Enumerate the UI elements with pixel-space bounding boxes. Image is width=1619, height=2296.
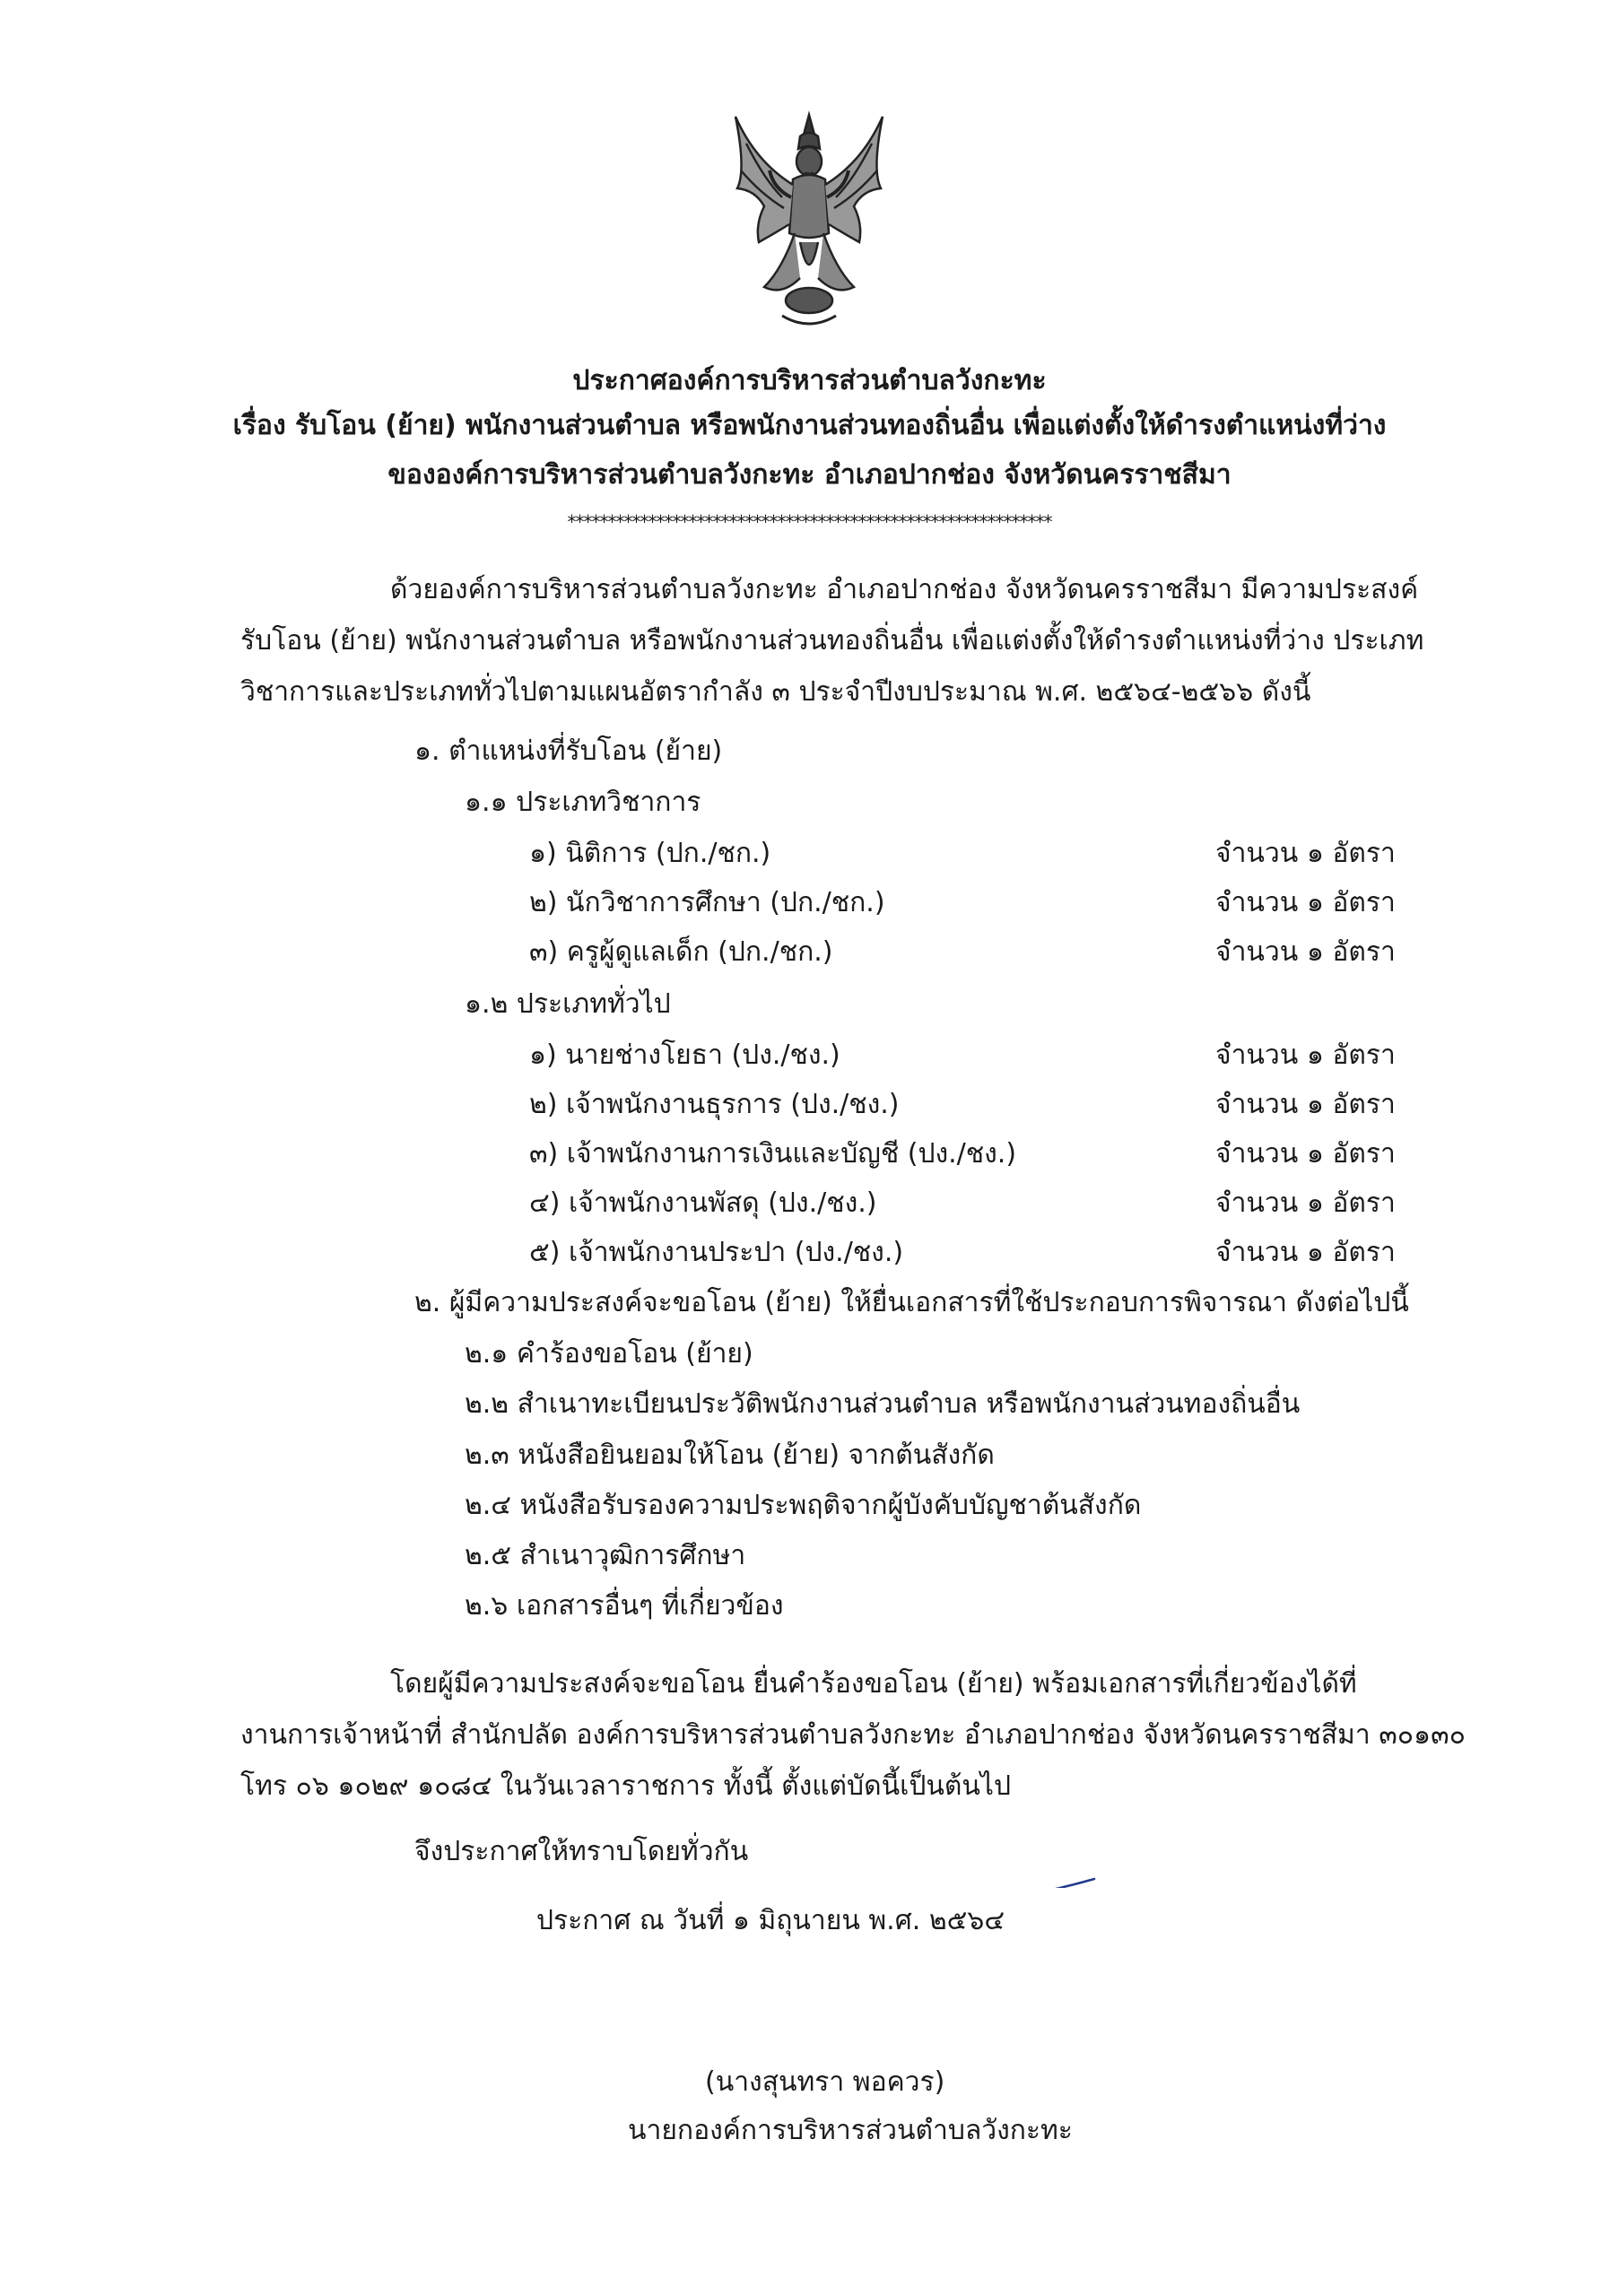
intro-line-3: วิชาการและประเภททั่วไปตามแผนอัตรากำลัง ๓ ประจำปีงบประมาณ พ.ศ. ๒๕๖๔-๒๕๖๖ ดังนี้	[240, 676, 1311, 708]
position-qty: จำนวน ๑ อัตรา	[1215, 1089, 1396, 1120]
announce-statement: จึงประกาศให้ทราบโดยทั่วกัน	[414, 1836, 749, 1867]
intro-line-2: รับโอน (ย้าย) พนักงานส่วนตำบล หรือพนักงานส่วนทองถิ่นอื่น เพื่อแต่งตั้งให้ดำรงตำแหน่งที่ว่าง ประเภท	[240, 625, 1424, 657]
document-item: ๒.๕ สำเนาวุฒิการศึกษา	[465, 1540, 746, 1571]
handwritten-signature	[700, 1691, 1112, 1888]
document-item: ๒.๑ คำร้องขอโอน (ย้าย)	[465, 1338, 753, 1370]
announcement-title: ประกาศองค์การบริหารส่วนตำบลวังกะทะ	[572, 365, 1047, 396]
section2-heading: ๒. ผู้มีความประสงค์จะขอโอน (ย้าย) ให้ยื่นเอกสารที่ใช้ประกอบการพิจารณา ดังต่อไปนี้	[414, 1287, 1409, 1318]
position-qty: จำนวน ๑ อัตรา	[1215, 1138, 1396, 1170]
section1-1-heading: ๑.๑ ประเภทวิชาการ	[465, 787, 701, 818]
position-label: ๒) นักวิชาการศึกษา (ปก./ชก.)	[529, 887, 885, 918]
signatory-position: นายกองค์การบริหารส่วนตำบลวังกะทะ	[628, 2115, 1073, 2146]
position-qty: จำนวน ๑ อัตรา	[1215, 887, 1396, 918]
document-item: ๒.๓ หนังสือยินยอมให้โอน (ย้าย) จากต้นสังกัด	[465, 1439, 995, 1471]
position-label: ๕) เจ้าพนักงานประปา (ปง./ชง.)	[529, 1237, 904, 1268]
position-label: ๓) ครูผู้ดูแลเด็ก (ปก./ชก.)	[529, 936, 833, 968]
closing-line-1: โดยผู้มีความประสงค์จะขอโอน ยื่นคำร้องขอโอน (ย้าย) พร้อมเอกสารที่เกี่ยวข้องได้ที่	[390, 1668, 1357, 1700]
position-qty: จำนวน ๑ อัตรา	[1215, 1237, 1396, 1268]
header-divider: ************************************************************	[567, 511, 1052, 533]
position-label: ๒) เจ้าพนักงานธุรการ (ปง./ชง.)	[529, 1089, 900, 1120]
position-label: ๓) เจ้าพนักงานการเงินและบัญชี (ปง./ชง.)	[529, 1138, 1017, 1170]
document-item: ๒.๒ สำเนาทะเบียนประวัติพนักงานส่วนตำบล หรือพนักงานส่วนทองถิ่นอื่น	[465, 1388, 1301, 1420]
position-label: ๑) นิติการ (ปก./ชก.)	[529, 838, 771, 869]
signatory-name: (นางสุนทรา พอควร)	[705, 2066, 945, 2098]
position-label: ๔) เจ้าพนักงานพัสดุ (ปง./ชง.)	[529, 1187, 877, 1219]
position-qty: จำนวน ๑ อัตรา	[1215, 1039, 1396, 1071]
announcement-date: ประกาศ ณ วันที่ ๑ มิถุนายน พ.ศ. ๒๕๖๔	[536, 1905, 1005, 1936]
section1-2-heading: ๑.๒ ประเภททั่วไป	[465, 988, 671, 1020]
subject-line-1: เรื่อง รับโอน (ย้าย) พนักงานส่วนตำบล หรือพนักงานส่วนทองถิ่นอื่น เพื่อแต่งตั้งให้ดำรงตำแหน่งที่ว่าง	[232, 410, 1387, 441]
garuda-emblem-icon	[728, 108, 890, 341]
document-item: ๒.๔ หนังสือรับรองความประพฤติจากผู้บังคับบัญชาต้นสังกัด	[465, 1490, 1142, 1521]
closing-line-3: โทร ๐๖ ๑๐๒๙ ๑๐๘๔ ในวันเวลาราชการ ทั้งนี้ ตั้งแต่บัดนี้เป็นต้นไป	[240, 1770, 1011, 1802]
position-qty: จำนวน ๑ อัตรา	[1215, 1187, 1396, 1219]
document-item: ๒.๖ เอกสารอื่นๆ ที่เกี่ยวข้อง	[465, 1590, 784, 1622]
subject-line-2: ขององค์การบริหารส่วนตำบลวังกะทะ อำเภอปากช่อง จังหวัดนครราชสีมา	[387, 459, 1232, 491]
intro-line-1: ด้วยองค์การบริหารส่วนตำบลวังกะทะ อำเภอปากช่อง จังหวัดนครราชสีมา มีความประสงค์	[390, 574, 1419, 605]
section1-heading: ๑. ตำแหน่งที่รับโอน (ย้าย)	[414, 735, 723, 767]
closing-line-2: งานการเจ้าหน้าที่ สำนักปลัด องค์การบริหารส่วนตำบลวังกะทะ อำเภอปากช่อง จังหวัดนครราชสีมา ๓๐๑๓๐	[240, 1719, 1466, 1751]
position-qty: จำนวน ๑ อัตรา	[1215, 838, 1396, 869]
position-qty: จำนวน ๑ อัตรา	[1215, 936, 1396, 968]
position-label: ๑) นายช่างโยธา (ปง./ชง.)	[529, 1039, 840, 1071]
